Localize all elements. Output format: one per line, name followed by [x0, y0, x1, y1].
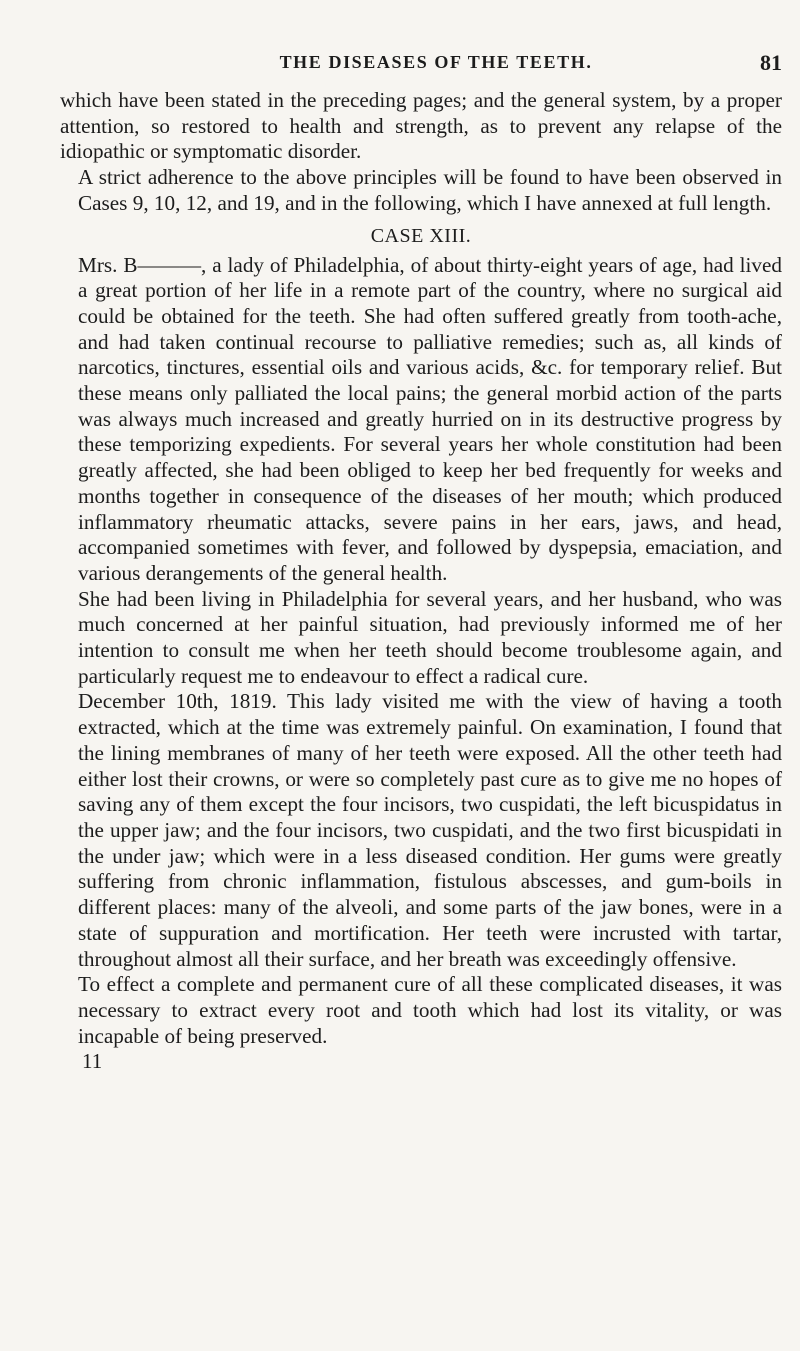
signature-mark: 11: [82, 1049, 103, 1074]
paragraph-case-intro: Mrs. B———, a lady of Philadelphia, of about thirty-eight years of age, had lived a great portion of her life in a remote part of the country, where no surgical aid could be obtained for the teeth. She had often suffered greatly from tooth-ache, and had taken continual recourse to palliative remedies; such as, all kinds of narcotics, tinctures, essential oils and various acids, &c. for temporary relief. But these means only palliated the local pains; the general morbid action of the parts was always much increased and greatly hurried on in its destructive progress by these temporizing expedients. For several years her whole constitution had been greatly affected, she had been obliged to keep her bed frequently for weeks and months together in consequence of the diseases of her mouth; which produced inflammatory rheumatic attacks, severe pains in her ears, jaws, and head, accompanied sometimes with fever, and followed by dyspepsia, emaciation, and various derangements of the general health.: [78, 252, 782, 585]
paragraph-continuation: which have been stated in the preceding pages; and the general system, by a proper attention, so restored to health and strength, as to prevent any relapse of the idiopathic or symptomatic disorder.: [60, 88, 782, 164]
page-number: 81: [760, 50, 782, 75]
page-header: [60, 52, 782, 82]
paragraph-examination: December 10th, 1819. This lady visited me with the view of having a tooth extracted, which at the time was extremely painful. On examination, I found that the lining membranes of many of her teeth were exposed. All the other teeth had either lost their crowns, or were so completely past cure as to give me no hopes of saving any of them except the four incisors, two cuspidati, the left bicuspidatus in the upper jaw; and the four incisors, two cuspidati, and the two first bicuspidati in the under jaw; which were in a less diseased condition. Her gums were greatly suffering from chronic inflammation, fistulous abscesses, and gum-boils in different places: many of the alveoli, and some parts of the jaw bones, were in a state of suppuration and mortification. Her teeth were incrusted with tartar, throughout almost all their surface, and her breath was exceedingly offensive.: [78, 689, 782, 971]
body-text: [60, 88, 782, 1074]
paragraph-husband: She had been living in Philadelphia for several years, and her husband, who was much concerned at her painful situation, had previously informed me of her intention to consult me when her teeth should become troublesome again, and particularly request me to endeavour to effect a radical cure.: [78, 586, 782, 688]
book-page: [60, 52, 782, 1074]
running-head: THE DISEASES OF THE TEETH.: [279, 52, 593, 72]
paragraph-principles: A strict adherence to the above principles will be found to have been observed in Cases 9, 10, 12, and 19, and in the following, which I have annexed at full length.: [78, 165, 782, 215]
case-heading: CASE XIII.: [370, 224, 472, 247]
paragraph-cure: To effect a complete and permanent cure of all these complicated diseases, it was necessary to extract every root and tooth which had lost its vitality, or was incapable of being preserved.: [78, 972, 782, 1048]
